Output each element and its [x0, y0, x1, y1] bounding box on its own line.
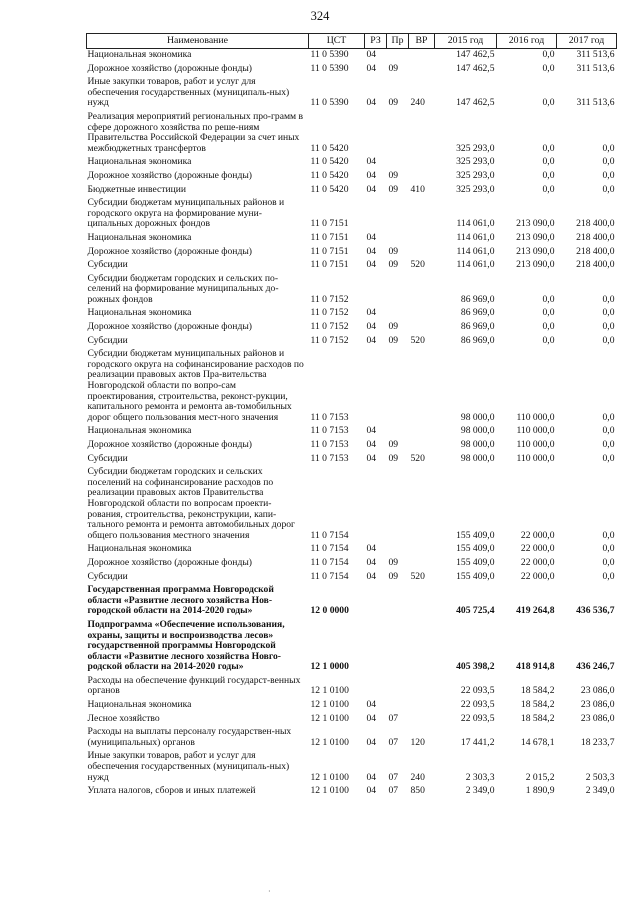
- row-cst-cell: 11 0 7151: [310, 218, 349, 230]
- row-2016-cell: 0,0: [542, 307, 555, 319]
- row-2017-cell: 2 503,3: [585, 771, 615, 783]
- row-vr-cell: [409, 713, 435, 727]
- table-row: [87, 321, 617, 335]
- row-name-cell: Реализация мероприятий региональных про-грамм в сфере дорожного хозяйства по реше-ниям Правительства Российской Федерации за счет иных межбюджетных трансфертов: [87, 110, 304, 154]
- row-cst-cell: 11 0 7151: [310, 231, 349, 243]
- row-2017-cell: 218 400,0: [576, 259, 615, 271]
- row-2017-cell: 436 246,7: [576, 661, 615, 673]
- row-2016-cell: 110 000,0: [516, 425, 555, 437]
- row-rz-cell: 04: [366, 169, 377, 181]
- row-name-cell: Дорожное хозяйство (дорожные фонды): [87, 321, 252, 333]
- row-2015-cell: 2 349,0: [465, 785, 495, 797]
- row-2017-cell: 218 400,0: [576, 245, 615, 257]
- row-2017-cell: 0,0: [602, 156, 615, 168]
- row-vr-cell: [409, 232, 435, 246]
- row-2016-cell: 22 000,0: [520, 543, 555, 555]
- row-2015-cell: 325 293,0: [456, 156, 495, 168]
- row-name-cell: Субсидии бюджетам городских и сельских поселений на софинансирование расходов по реализации правовых актов Правительства Новгородской области по вопросам проекти-рования, строительства, реконструкции, капи-тального ремонта и ремонта автомобильных дорог общего пользования местного значения: [87, 466, 295, 541]
- row-2017-cell: 0,0: [602, 543, 615, 555]
- row-rz-cell: 04: [366, 771, 377, 783]
- row-name-cell: Субсидии: [87, 334, 128, 346]
- row-2016-cell: 0,0: [542, 183, 555, 195]
- row-rz-cell: [365, 348, 387, 425]
- row-2017-cell: 0,0: [602, 307, 615, 319]
- row-2015-cell: 98 000,0: [460, 425, 495, 437]
- row-vr-cell: [409, 273, 435, 308]
- row-rz-cell: 04: [366, 699, 377, 711]
- row-2016-cell: 0,0: [542, 97, 555, 109]
- row-2015-cell: 155 409,0: [456, 570, 495, 582]
- table-row: [87, 466, 617, 543]
- row-vr-cell: [409, 63, 435, 77]
- row-2015-cell: 22 093,5: [460, 685, 495, 697]
- row-pr-cell: 09: [388, 62, 399, 74]
- row-cst-cell: 12 1 0000: [310, 661, 349, 673]
- row-2016-cell: 2 015,2: [525, 771, 555, 783]
- row-pr-cell: [387, 425, 409, 439]
- row-2016-cell: 0,0: [542, 321, 555, 333]
- row-name-cell: Национальная экономика: [87, 307, 192, 319]
- row-rz-cell: 04: [366, 97, 377, 109]
- row-pr-cell: 09: [388, 97, 399, 109]
- row-2016-cell: 18 584,2: [520, 685, 555, 697]
- row-name-cell: Национальная экономика: [87, 543, 192, 555]
- row-2015-cell: 114 061,0: [456, 259, 495, 271]
- row-name-cell: Национальная экономика: [87, 156, 192, 168]
- header-2015: 2015 год: [435, 34, 497, 49]
- row-2015-cell: 405 398,2: [456, 661, 495, 673]
- row-cst-cell: 11 0 7154: [310, 529, 349, 541]
- row-cst-cell: 11 0 7153: [310, 411, 349, 423]
- row-vr-cell: 520: [410, 452, 425, 464]
- row-name-cell: Субсидии бюджетам муниципальных районов и городского округа на формирование муни-ципальных дорожных фондов: [87, 197, 285, 230]
- row-2016-cell: 0,0: [542, 142, 555, 154]
- row-2016-cell: 0,0: [542, 293, 555, 305]
- row-2017-cell: 0,0: [602, 293, 615, 305]
- row-name-cell: Субсидии: [87, 570, 128, 582]
- row-vr-cell: [409, 156, 435, 170]
- row-cst-cell: 11 0 7152: [310, 334, 349, 346]
- row-name-cell: Субсидии: [87, 452, 128, 464]
- row-cst-cell: 12 1 0100: [310, 699, 349, 711]
- table-row: [87, 63, 617, 77]
- row-cst-cell: 11 0 7154: [310, 543, 349, 555]
- budget-table: [86, 33, 617, 799]
- row-name-cell: Уплата налогов, сборов и иных платежей: [87, 785, 256, 797]
- row-rz-cell: 04: [366, 156, 377, 168]
- row-vr-cell: 520: [410, 334, 425, 346]
- row-2015-cell: 325 293,0: [456, 183, 495, 195]
- row-name-cell: Иные закупки товаров, работ и услуг для обеспечения государственных (муниципаль-ных) нужд: [87, 76, 290, 109]
- row-vr-cell: [409, 425, 435, 439]
- row-cst-cell: 11 0 5390: [310, 97, 349, 109]
- row-name-cell: Национальная экономика: [87, 699, 192, 711]
- row-2015-cell: 405 725,4: [456, 605, 495, 617]
- row-2015-cell: 114 061,0: [456, 245, 495, 257]
- row-2016-cell: 110 000,0: [516, 452, 555, 464]
- row-cst-cell: 11 0 7151: [310, 245, 349, 257]
- row-2015-cell: 325 293,0: [456, 169, 495, 181]
- row-2017-cell: 0,0: [602, 425, 615, 437]
- row-2017-cell: 18 233,7: [580, 736, 615, 748]
- row-2017-cell: 0,0: [602, 570, 615, 582]
- row-2016-cell: 0,0: [542, 156, 555, 168]
- row-2015-cell: 147 462,5: [456, 97, 495, 109]
- row-2017-cell: 2 349,0: [585, 785, 615, 797]
- table-row: [87, 543, 617, 557]
- row-pr-cell: [387, 699, 409, 713]
- row-2017-cell: 23 086,0: [580, 712, 615, 724]
- row-pr-cell: 07: [388, 785, 399, 797]
- table-row: [87, 619, 617, 675]
- row-2015-cell: 22 093,5: [460, 699, 495, 711]
- row-pr-cell: [387, 197, 409, 232]
- table-row: [87, 750, 617, 785]
- row-pr-cell: 07: [388, 771, 399, 783]
- row-vr-cell: [409, 197, 435, 232]
- row-2017-cell: 311 513,6: [576, 49, 615, 60]
- row-rz-cell: [365, 619, 387, 675]
- row-pr-cell: [387, 273, 409, 308]
- row-rz-cell: [365, 111, 387, 156]
- row-2016-cell: 1 890,9: [525, 785, 555, 797]
- row-rz-cell: 04: [366, 439, 377, 450]
- header-2017: 2017 год: [557, 34, 617, 49]
- row-2016-cell: 0,0: [542, 49, 555, 60]
- row-rz-cell: [365, 273, 387, 308]
- row-pr-cell: 09: [388, 169, 399, 181]
- row-rz-cell: 04: [366, 307, 377, 319]
- row-2015-cell: 155 409,0: [456, 529, 495, 541]
- row-2015-cell: 98 000,0: [460, 411, 495, 423]
- row-cst-cell: 12 1 0100: [310, 771, 349, 783]
- row-cst-cell: 11 0 7154: [310, 570, 349, 582]
- row-vr-cell: [409, 307, 435, 321]
- row-2016-cell: 213 090,0: [516, 231, 555, 243]
- row-name-cell: Субсидии: [87, 259, 128, 271]
- row-name-cell: Бюджетные инвестиции: [87, 183, 186, 195]
- row-2017-cell: 0,0: [602, 411, 615, 423]
- row-cst-cell: 11 0 5390: [310, 49, 349, 60]
- row-pr-cell: 09: [388, 245, 399, 257]
- row-vr-cell: 120: [410, 736, 425, 748]
- row-cst-cell: 11 0 7153: [310, 425, 349, 437]
- row-vr-cell: 410: [410, 183, 425, 195]
- row-name-cell: Лесное хозяйство: [87, 712, 160, 724]
- row-rz-cell: 04: [366, 62, 377, 74]
- row-2016-cell: 22 000,0: [520, 570, 555, 582]
- row-cst-cell: 11 0 5420: [310, 142, 349, 154]
- row-name-cell: Иные закупки товаров, работ и услуг для обеспечения государственных (муниципаль-ных) нужд: [87, 750, 290, 783]
- row-rz-cell: 04: [366, 452, 377, 464]
- table-row: [87, 273, 617, 308]
- row-name-cell: Дорожное хозяйство (дорожные фонды): [87, 556, 252, 568]
- row-2015-cell: 155 409,0: [456, 543, 495, 555]
- row-2017-cell: 0,0: [602, 529, 615, 541]
- header-name: Наименование: [87, 34, 309, 49]
- row-2015-cell: 22 093,5: [460, 712, 495, 724]
- table-row: [87, 76, 617, 111]
- table-row: [87, 170, 617, 184]
- row-pr-cell: [387, 584, 409, 619]
- budget-table-container: [86, 33, 616, 799]
- row-cst-cell: 11 0 5420: [310, 183, 349, 195]
- row-rz-cell: [365, 584, 387, 619]
- row-cst-cell: 11 0 7152: [310, 321, 349, 333]
- table-row: [87, 571, 617, 585]
- row-2016-cell: 18 584,2: [520, 712, 555, 724]
- row-pr-cell: 09: [388, 183, 399, 195]
- row-cst-cell: 12 1 0100: [310, 736, 349, 748]
- row-2016-cell: 22 000,0: [520, 556, 555, 568]
- header-rz: РЗ: [365, 34, 387, 49]
- row-cst-cell: 11 0 5420: [310, 169, 349, 181]
- row-name-cell: Дорожное хозяйство (дорожные фонды): [87, 245, 252, 257]
- row-pr-cell: 09: [388, 570, 399, 582]
- row-rz-cell: 04: [366, 570, 377, 582]
- row-2015-cell: 86 969,0: [460, 307, 495, 319]
- row-name-cell: Расходы на выплаты персоналу государствен-ных (муниципальных) органов: [87, 726, 292, 748]
- row-rz-cell: 04: [366, 183, 377, 195]
- row-2015-cell: 98 000,0: [460, 452, 495, 464]
- row-2015-cell: 86 969,0: [460, 321, 495, 333]
- row-vr-cell: [409, 619, 435, 675]
- row-2015-cell: 114 061,0: [456, 218, 495, 230]
- row-name-cell: Национальная экономика: [87, 231, 192, 243]
- row-2016-cell: 213 090,0: [516, 218, 555, 230]
- row-2017-cell: 311 513,6: [576, 62, 615, 74]
- table-row: [87, 699, 617, 713]
- row-vr-cell: 520: [410, 259, 425, 271]
- table-row: [87, 675, 617, 699]
- table-row: [87, 726, 617, 750]
- table-row: [87, 785, 617, 799]
- row-pr-cell: [387, 543, 409, 557]
- row-cst-cell: 11 0 5390: [310, 62, 349, 74]
- header-2016: 2016 год: [497, 34, 557, 49]
- row-vr-cell: [409, 543, 435, 557]
- row-rz-cell: 04: [366, 334, 377, 346]
- row-2016-cell: 110 000,0: [516, 439, 555, 450]
- row-2017-cell: 218 400,0: [576, 218, 615, 230]
- row-2015-cell: 86 969,0: [460, 334, 495, 346]
- row-2016-cell: 0,0: [542, 334, 555, 346]
- row-pr-cell: [387, 156, 409, 170]
- row-rz-cell: 04: [366, 712, 377, 724]
- header-cst: ЦСТ: [309, 34, 365, 49]
- row-vr-cell: [409, 584, 435, 619]
- row-2016-cell: 418 914,8: [516, 661, 555, 673]
- row-rz-cell: [365, 466, 387, 543]
- row-2017-cell: 0,0: [602, 169, 615, 181]
- row-vr-cell: [409, 246, 435, 260]
- row-2017-cell: 23 086,0: [580, 699, 615, 711]
- row-2017-cell: 0,0: [602, 183, 615, 195]
- footer-dot: ·: [268, 887, 271, 896]
- row-rz-cell: 04: [366, 425, 377, 437]
- row-2016-cell: 110 000,0: [516, 411, 555, 423]
- row-pr-cell: [387, 111, 409, 156]
- row-2017-cell: 0,0: [602, 556, 615, 568]
- row-pr-cell: 09: [388, 439, 399, 450]
- row-2016-cell: 0,0: [542, 169, 555, 181]
- row-pr-cell: 07: [388, 736, 399, 748]
- row-cst-cell: 12 1 0100: [310, 785, 349, 797]
- row-2017-cell: 0,0: [602, 439, 615, 450]
- row-2017-cell: 0,0: [602, 321, 615, 333]
- row-cst-cell: 11 0 7153: [310, 439, 349, 450]
- table-row: [87, 348, 617, 425]
- row-2015-cell: 17 441,2: [460, 736, 495, 748]
- row-vr-cell: [409, 557, 435, 571]
- table-row: [87, 439, 617, 453]
- row-vr-cell: [409, 49, 435, 63]
- table-row: [87, 335, 617, 349]
- row-name-cell: Государственная программа Новгородской области «Развитие лесного хозяйства Нов-городской области на 2014-2020 годы»: [87, 584, 274, 617]
- row-2015-cell: 2 303,3: [465, 771, 495, 783]
- row-name-cell: Дорожное хозяйство (дорожные фонды): [87, 439, 252, 450]
- row-pr-cell: 09: [388, 259, 399, 271]
- table-row: [87, 246, 617, 260]
- row-2016-cell: 0,0: [542, 62, 555, 74]
- row-cst-cell: 11 0 7153: [310, 452, 349, 464]
- row-vr-cell: 850: [410, 785, 425, 797]
- row-2017-cell: 218 400,0: [576, 231, 615, 243]
- table-row: [87, 232, 617, 246]
- row-rz-cell: [365, 675, 387, 699]
- row-2016-cell: 22 000,0: [520, 529, 555, 541]
- row-cst-cell: 12 0 0000: [310, 605, 349, 617]
- header-pr: Пр: [387, 34, 409, 49]
- table-row: [87, 425, 617, 439]
- table-row: [87, 156, 617, 170]
- table-row: [87, 453, 617, 467]
- page-number: 324: [310, 9, 330, 23]
- row-rz-cell: 04: [366, 543, 377, 555]
- row-rz-cell: 04: [366, 259, 377, 271]
- row-vr-cell: [409, 675, 435, 699]
- row-pr-cell: [387, 232, 409, 246]
- row-cst-cell: 11 0 7152: [310, 293, 349, 305]
- row-2015-cell: 98 000,0: [460, 439, 495, 450]
- row-pr-cell: [387, 49, 409, 63]
- row-2015-cell: 155 409,0: [456, 556, 495, 568]
- row-rz-cell: 04: [366, 49, 377, 60]
- row-pr-cell: 09: [388, 452, 399, 464]
- row-pr-cell: 09: [388, 334, 399, 346]
- table-row: [87, 557, 617, 571]
- table-row: [87, 184, 617, 198]
- row-name-cell: Подпрограмма «Обеспечение использования, охраны, защиты и воспроизводства лесов» государственной программы Новгородской области «Развитие лесного хозяйства Новго-родской области на 2014-2020 годы»: [87, 618, 285, 673]
- row-name-cell: Дорожное хозяйство (дорожные фонды): [87, 62, 252, 74]
- row-rz-cell: 04: [366, 556, 377, 568]
- row-pr-cell: 09: [388, 556, 399, 568]
- table-row: [87, 111, 617, 156]
- table-row: [87, 307, 617, 321]
- row-name-cell: Дорожное хозяйство (дорожные фонды): [87, 169, 252, 181]
- row-2015-cell: 147 462,5: [456, 62, 495, 74]
- row-vr-cell: [409, 699, 435, 713]
- row-name-cell: Субсидии бюджетам муниципальных районов и городского округа на софинансирование расходов по реализации правовых актов Пра-вительства Новгородской области по вопро-сам проектирования, строительства, реконст-рукции, капитального ремонта и ремонта ав-томобильных дорог общего пользования мест-ного значения: [87, 348, 304, 423]
- row-pr-cell: [387, 348, 409, 425]
- row-rz-cell: 04: [366, 785, 377, 797]
- row-pr-cell: [387, 675, 409, 699]
- row-2017-cell: 0,0: [602, 334, 615, 346]
- row-vr-cell: [409, 439, 435, 453]
- row-2017-cell: 0,0: [602, 142, 615, 154]
- row-2015-cell: 325 293,0: [456, 142, 495, 154]
- row-rz-cell: 04: [366, 245, 377, 257]
- row-cst-cell: 11 0 7151: [310, 259, 349, 271]
- row-2016-cell: 213 090,0: [516, 245, 555, 257]
- row-2017-cell: 436 536,7: [576, 605, 615, 617]
- row-vr-cell: 240: [410, 97, 425, 109]
- table-row: [87, 584, 617, 619]
- table-header: [87, 34, 617, 49]
- row-rz-cell: 04: [366, 321, 377, 333]
- row-pr-cell: [387, 466, 409, 543]
- row-vr-cell: 520: [410, 570, 425, 582]
- row-pr-cell: [387, 619, 409, 675]
- row-cst-cell: 11 0 7152: [310, 307, 349, 319]
- row-2016-cell: 18 584,2: [520, 699, 555, 711]
- row-name-cell: Субсидии бюджетам городских и сельских по-селений на формирование муниципальных до-рожных фондов: [87, 272, 279, 305]
- row-2016-cell: 213 090,0: [516, 259, 555, 271]
- row-rz-cell: [365, 197, 387, 232]
- row-2017-cell: 0,0: [602, 452, 615, 464]
- table-row: [87, 49, 617, 63]
- row-cst-cell: 12 1 0100: [310, 685, 349, 697]
- table-body: [87, 49, 617, 799]
- row-vr-cell: [409, 170, 435, 184]
- table-row: [87, 259, 617, 273]
- row-rz-cell: 04: [366, 736, 377, 748]
- row-pr-cell: [387, 307, 409, 321]
- row-2016-cell: 419 264,8: [516, 605, 555, 617]
- row-2015-cell: 86 969,0: [460, 293, 495, 305]
- row-vr-cell: 240: [410, 771, 425, 783]
- row-rz-cell: 04: [366, 231, 377, 243]
- table-row: [87, 713, 617, 727]
- row-pr-cell: 09: [388, 321, 399, 333]
- row-name-cell: Национальная экономика: [87, 425, 192, 437]
- row-2017-cell: 311 513,6: [576, 97, 615, 109]
- row-2015-cell: 114 061,0: [456, 231, 495, 243]
- header-vr: ВР: [409, 34, 435, 49]
- row-cst-cell: 11 0 5420: [310, 156, 349, 168]
- row-cst-cell: 11 0 7154: [310, 556, 349, 568]
- row-pr-cell: 07: [388, 712, 399, 724]
- row-2016-cell: 14 678,1: [520, 736, 555, 748]
- table-row: [87, 197, 617, 232]
- row-cst-cell: 12 1 0100: [310, 712, 349, 724]
- row-vr-cell: [409, 348, 435, 425]
- row-name-cell: Национальная экономика: [87, 49, 192, 60]
- row-2015-cell: 147 462,5: [456, 49, 495, 60]
- row-vr-cell: [409, 111, 435, 156]
- row-vr-cell: [409, 321, 435, 335]
- row-name-cell: Расходы на обеспечение функций государст-венных органов: [87, 674, 301, 697]
- row-2017-cell: 23 086,0: [580, 685, 615, 697]
- row-vr-cell: [409, 466, 435, 543]
